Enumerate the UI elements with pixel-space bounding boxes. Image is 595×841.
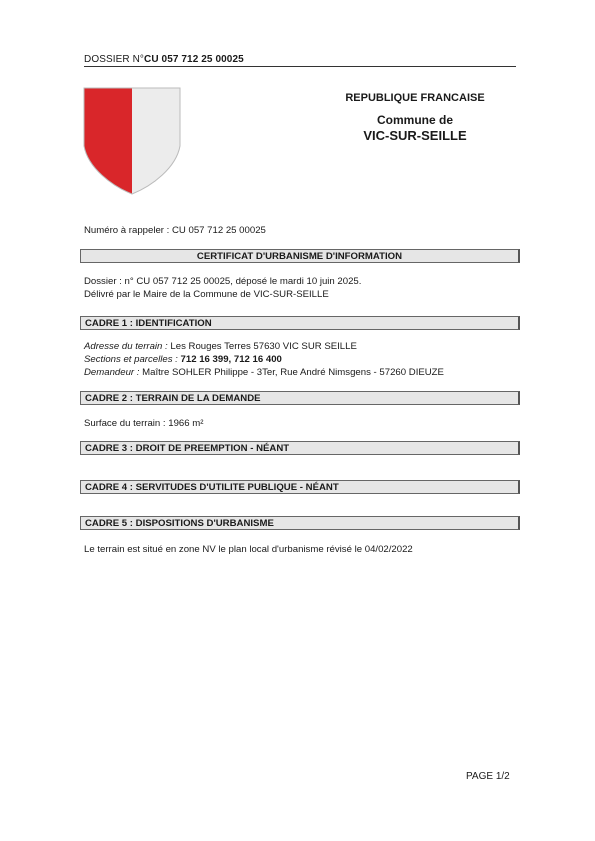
certificate-line-2: Délivré par le Maire de la Commune de VIC-SUR-SEILLE (84, 289, 329, 300)
commune-name: VIC-SUR-SEILLE (363, 128, 467, 143)
cadre1-title: CADRE 1 : IDENTIFICATION (85, 318, 212, 329)
cadre1-bar (80, 316, 520, 330)
shield-left-half (84, 88, 132, 194)
cadre4-bar (80, 480, 520, 494)
dossier-prefix: DOSSIER N° (84, 54, 145, 65)
page-number: PAGE 1/2 (466, 771, 510, 782)
cadre4-title: CADRE 4 : SERVITUDES D'UTILITE PUBLIQUE - NÉANT (85, 482, 339, 493)
address-value: Les Rouges Terres 57630 VIC SUR SEILLE (170, 341, 357, 352)
cadre5-bar (80, 516, 520, 530)
certificate-title-bar (80, 249, 520, 263)
applicant-row (84, 367, 444, 378)
parcels-value: 712 16 399, 712 16 400 (180, 354, 282, 365)
reference-number: Numéro à rappeler : CU 057 712 25 00025 (84, 225, 266, 236)
applicant-value: Maître SOHLER Philippe - 3Ter, Rue André Nimsgens - 57260 DIEUZE (142, 367, 444, 378)
coat-of-arms-icon (82, 86, 182, 196)
certificate-line-1: Dossier : n° CU 057 712 25 00025, déposé le mardi 10 juin 2025. (84, 276, 362, 287)
republic-title: REPUBLIQUE FRANCAISE (345, 92, 485, 104)
address-label: Adresse du terrain : (84, 341, 168, 352)
cadre2-bar (80, 391, 520, 405)
zoning-text: Le terrain est situé en zone NV le plan local d'urbanisme révisé le 04/02/2022 (84, 544, 413, 555)
commune-label: Commune de (376, 113, 453, 127)
cadre5-title: CADRE 5 : DISPOSITIONS D'URBANISME (85, 518, 274, 529)
cadre2-title: CADRE 2 : TERRAIN DE LA DEMANDE (85, 393, 261, 404)
dossier-header (84, 54, 244, 65)
cadre3-title: CADRE 3 : DROIT DE PREEMPTION - NÉANT (85, 443, 290, 454)
certificate-title: CERTIFICAT D'URBANISME D'INFORMATION (196, 251, 403, 262)
address-row (84, 341, 357, 352)
surface-line: Surface du terrain : 1966 m² (84, 418, 204, 429)
shield-right-half (132, 88, 180, 194)
dossier-number: CU 057 712 25 00025 (144, 54, 244, 65)
cadre3-bar (80, 441, 520, 455)
parcels-row (84, 354, 282, 365)
header-divider (84, 66, 516, 67)
parcels-label: Sections et parcelles : (84, 354, 178, 365)
applicant-label: Demandeur : (84, 367, 140, 378)
